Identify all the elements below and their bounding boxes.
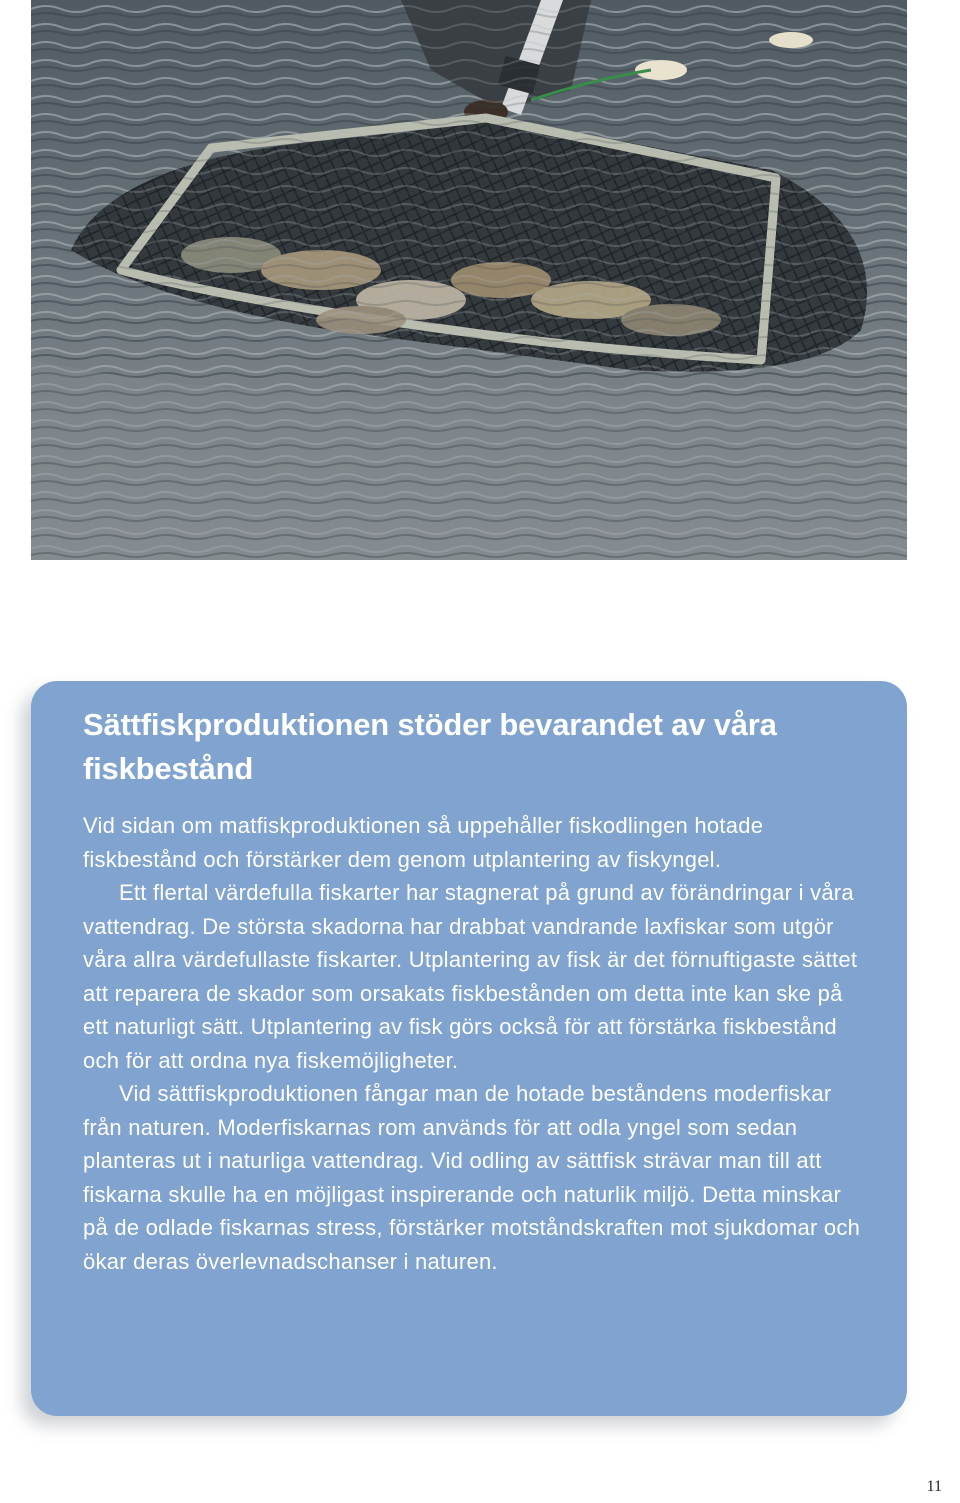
paragraph-1: Vid sidan om matfiskproduktionen så uppehåller fiskodlingen hotade fiskbestånd och förstärker dem genom utplantering av fiskyngel. <box>83 813 764 872</box>
fishing-net-icon <box>31 0 907 560</box>
info-box <box>31 681 907 1416</box>
box-title: Sättfiskproduktionen stöder bevarandet av våra fiskbestånd <box>83 707 777 786</box>
paragraph-3: Vid sättfiskproduktionen fångar man de hotade beståndens moderfiskar från naturen. Moderfiskarnas rom används för att odla yngel som sedan planteras ut i naturliga vattendrag. Vid odling av sättfisk strävar man till att fiskarna skulle ha en möjligast inspirerande och naturlik miljö. Detta minskar på de odlade fiskarnas stress, förstärker motståndskraften mot sjukdomar och ökar deras överlevnadschanser i naturen. <box>83 1081 861 1274</box>
page-number: 11 <box>926 1478 942 1495</box>
paragraph-2: Ett flertal värdefulla fiskarter har stagnerat på grund av förändringar i våra vattendrag. De största skadorna har drabbat vandrande laxfiskar som utgör våra allra värdefullaste fiskarter. Utplantering av fisk är det förnuftigaste sättet att reparera de skador som orsakats fiskbestånden om detta inte kan ske på ett naturligt sätt. Utplantering av fisk görs också för att förstärka fiskbestånd och för att ordna nya fiskemöjligheter. <box>83 880 858 1073</box>
photo-fish-net <box>31 0 907 560</box>
